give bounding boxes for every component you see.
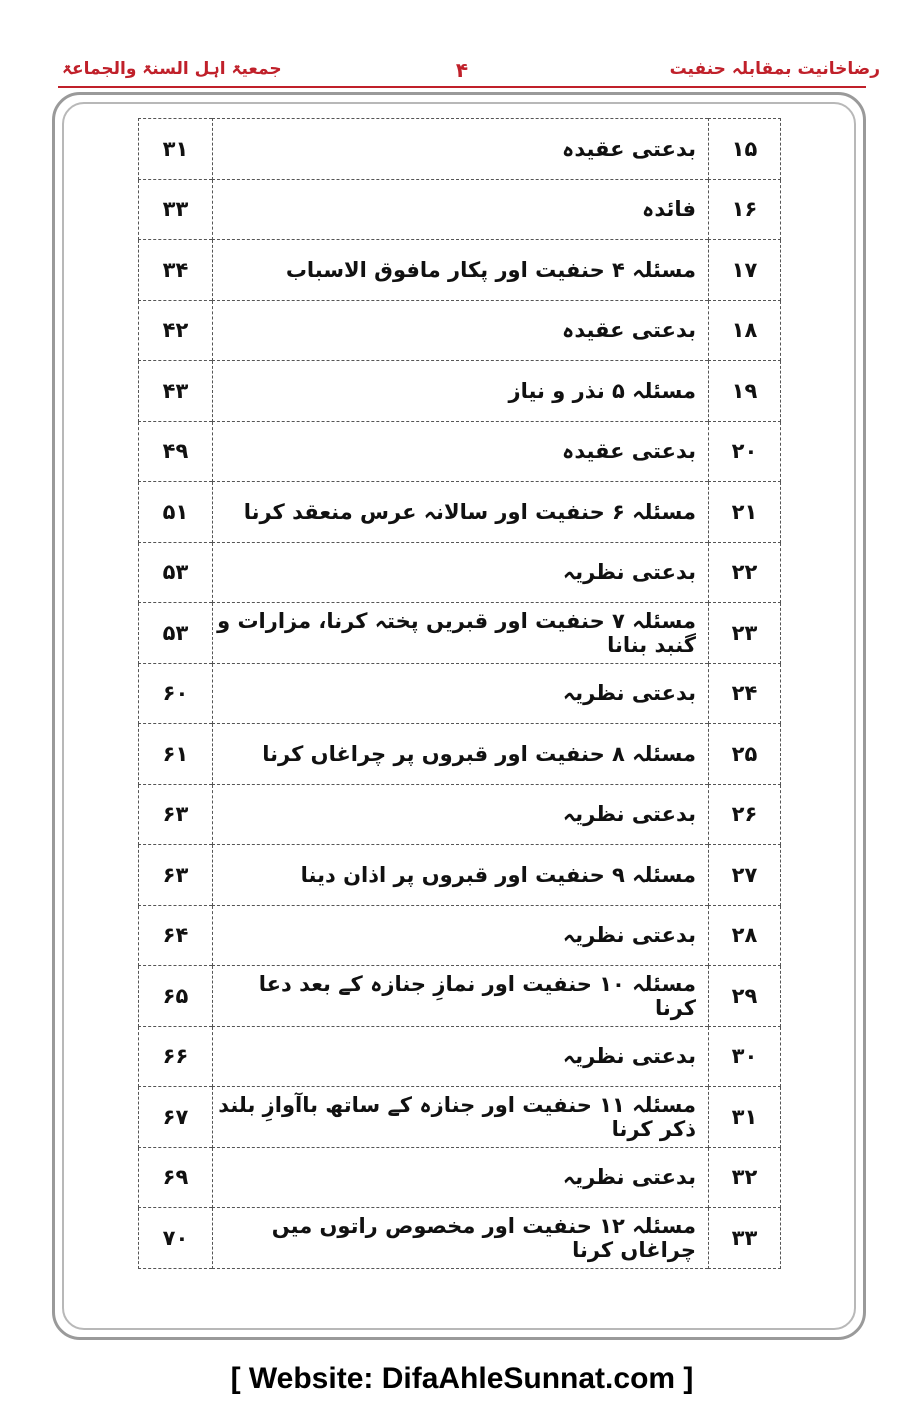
table-of-contents bbox=[138, 118, 781, 1269]
row-number: ۳۳ bbox=[709, 1208, 781, 1269]
table-row bbox=[139, 119, 781, 180]
table-row bbox=[139, 784, 781, 845]
table-row bbox=[139, 905, 781, 966]
row-page: ۶۵ bbox=[139, 966, 213, 1027]
book-title: رضاخانیت بمقابلہ حنفیت bbox=[669, 59, 880, 79]
row-page: ۶۳ bbox=[139, 784, 213, 845]
row-title: مسئلہ ۹ حنفیت اور قبروں پر اذان دینا bbox=[213, 845, 709, 906]
website-footer: [ Website: DifaAhleSunnat.com ] bbox=[230, 1362, 694, 1395]
table-row bbox=[139, 1147, 781, 1208]
row-page: ۶۶ bbox=[139, 1026, 213, 1087]
row-title: بدعتی نظریہ bbox=[213, 1147, 709, 1208]
table-row bbox=[139, 724, 781, 785]
row-title: مسئلہ ۱۱ حنفیت اور جنازہ کے ساتھ باآوازِ بلند ذکر کرنا bbox=[213, 1087, 709, 1148]
row-title: مسئلہ ۱۲ حنفیت اور مخصوص راتوں میں چراغاں کرنا bbox=[213, 1208, 709, 1269]
table-row bbox=[139, 1208, 781, 1269]
row-number: ۳۱ bbox=[709, 1087, 781, 1148]
row-page: ۵۳ bbox=[139, 603, 213, 664]
row-number: ۱۸ bbox=[709, 300, 781, 361]
row-number: ۲۰ bbox=[709, 421, 781, 482]
row-title: مسئلہ ۵ نذر و نیاز bbox=[213, 361, 709, 422]
row-number: ۲۶ bbox=[709, 784, 781, 845]
row-page: ۳۱ bbox=[139, 119, 213, 180]
row-number: ۲۴ bbox=[709, 663, 781, 724]
row-title: مسئلہ ۸ حنفیت اور قبروں پر چراغاں کرنا bbox=[213, 724, 709, 785]
row-number: ۲۸ bbox=[709, 905, 781, 966]
row-title: مسئلہ ۷ حنفیت اور قبریں پختہ کرنا، مزارات و گنبد بنانا bbox=[213, 603, 709, 664]
row-number: ۳۰ bbox=[709, 1026, 781, 1087]
row-number: ۱۵ bbox=[709, 119, 781, 180]
row-number: ۲۷ bbox=[709, 845, 781, 906]
row-title: فائدہ bbox=[213, 179, 709, 240]
table-row bbox=[139, 482, 781, 543]
row-page: ۶۳ bbox=[139, 845, 213, 906]
table-row bbox=[139, 542, 781, 603]
row-title: بدعتی نظریہ bbox=[213, 663, 709, 724]
row-number: ۲۹ bbox=[709, 966, 781, 1027]
row-page: ۴۲ bbox=[139, 300, 213, 361]
row-number: ۲۱ bbox=[709, 482, 781, 543]
page-number: ۴ bbox=[455, 58, 469, 82]
table-row bbox=[139, 603, 781, 664]
row-page: ۶۷ bbox=[139, 1087, 213, 1148]
row-number: ۳۲ bbox=[709, 1147, 781, 1208]
row-title: مسئلہ ۶ حنفیت اور سالانہ عرس منعقد کرنا bbox=[213, 482, 709, 543]
row-page: ۶۴ bbox=[139, 905, 213, 966]
row-number: ۲۳ bbox=[709, 603, 781, 664]
table-row bbox=[139, 421, 781, 482]
table-row bbox=[139, 1087, 781, 1148]
row-title: مسئلہ ۱۰ حنفیت اور نمازِ جنازہ کے بعد دعا کرنا bbox=[213, 966, 709, 1027]
publisher-name: جمعیۃ اہل السنۃ والجماعۃ bbox=[62, 59, 282, 79]
table-row bbox=[139, 1026, 781, 1087]
row-title: بدعتی نظریہ bbox=[213, 542, 709, 603]
row-page: ۶۱ bbox=[139, 724, 213, 785]
row-page: ۴۳ bbox=[139, 361, 213, 422]
row-number: ۱۹ bbox=[709, 361, 781, 422]
table-row bbox=[139, 966, 781, 1027]
row-page: ۵۱ bbox=[139, 482, 213, 543]
row-title: بدعتی عقیدہ bbox=[213, 421, 709, 482]
row-number: ۱۷ bbox=[709, 240, 781, 301]
row-page: ۶۰ bbox=[139, 663, 213, 724]
table-row bbox=[139, 179, 781, 240]
row-page: ۶۹ bbox=[139, 1147, 213, 1208]
table-row bbox=[139, 300, 781, 361]
row-page: ۷۰ bbox=[139, 1208, 213, 1269]
table-row bbox=[139, 361, 781, 422]
row-title: مسئلہ ۴ حنفیت اور پکار مافوق الاسباب bbox=[213, 240, 709, 301]
row-title: بدعتی نظریہ bbox=[213, 905, 709, 966]
row-title: بدعتی نظریہ bbox=[213, 784, 709, 845]
row-title: بدعتی عقیدہ bbox=[213, 119, 709, 180]
row-page: ۴۹ bbox=[139, 421, 213, 482]
header-divider bbox=[58, 86, 866, 88]
table-row bbox=[139, 845, 781, 906]
row-title: بدعتی عقیدہ bbox=[213, 300, 709, 361]
row-number: ۲۵ bbox=[709, 724, 781, 785]
table-row bbox=[139, 663, 781, 724]
row-page: ۵۳ bbox=[139, 542, 213, 603]
row-page: ۳۳ bbox=[139, 179, 213, 240]
table-row bbox=[139, 240, 781, 301]
row-page: ۳۴ bbox=[139, 240, 213, 301]
row-title: بدعتی نظریہ bbox=[213, 1026, 709, 1087]
row-number: ۱۶ bbox=[709, 179, 781, 240]
row-number: ۲۲ bbox=[709, 542, 781, 603]
